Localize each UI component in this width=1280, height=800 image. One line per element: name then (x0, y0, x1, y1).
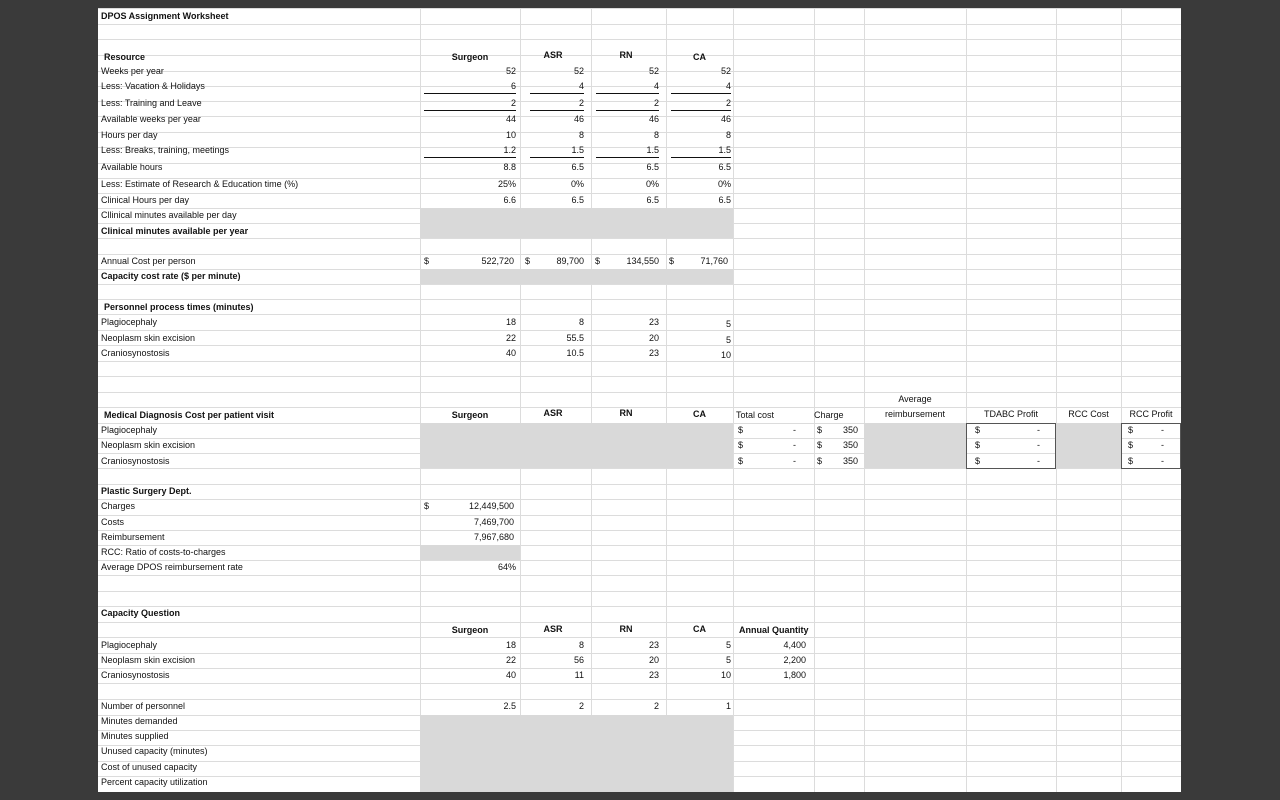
tdabc-profit-value[interactable]: - (1037, 440, 1040, 450)
capacity-result-label[interactable]: Percent capacity utilization (101, 777, 208, 787)
resource-value[interactable]: 46 (648, 114, 659, 124)
charge-currency: $ (817, 425, 823, 435)
capacity-cost-rate-label[interactable]: Capacity cost rate ($ per minute) (101, 271, 241, 281)
capacity-result-label[interactable]: Cost of unused capacity (101, 762, 198, 772)
costs-label[interactable]: Costs (101, 517, 125, 527)
rcc-profit-value[interactable]: - (1161, 440, 1164, 450)
resource-value[interactable]: 6.6 (503, 195, 516, 205)
tdabc-profit-header[interactable]: TDABC Profit (983, 409, 1038, 419)
grid-row-line (98, 683, 1181, 684)
resource-value[interactable]: 0% (570, 179, 584, 189)
process-time-value[interactable]: 55.5 (566, 333, 584, 343)
process-time-value[interactable]: 5 (725, 319, 731, 329)
process-row-label[interactable]: Craniosynostosis (101, 348, 170, 358)
annual-cost-asr[interactable]: 89,700 (556, 256, 584, 266)
capacity-results-shaded-cells[interactable] (420, 715, 733, 792)
cap-header-surgeon[interactable]: Surgeon (451, 625, 489, 635)
resource-value[interactable]: 8 (653, 130, 659, 140)
charge-value[interactable]: 350 (842, 425, 858, 435)
grid-row-line (98, 8, 1181, 9)
resource-row-label[interactable]: Less: Estimate of Research & Education time (%) (101, 179, 299, 189)
process-time-value[interactable]: 10 (720, 350, 731, 360)
personnel-ca[interactable]: 1 (725, 701, 731, 711)
process-time-value[interactable]: 23 (648, 348, 659, 358)
charge-header[interactable]: Charge (814, 410, 844, 420)
capacity-time-value[interactable]: 22 (505, 655, 516, 665)
resource-value[interactable]: 6.5 (718, 162, 731, 172)
resource-header[interactable]: Resource (104, 52, 146, 62)
process-times-header[interactable]: Personnel process times (minutes) (104, 302, 254, 312)
mc-header-rn[interactable]: RN (619, 408, 633, 418)
avg-reimbursement-shaded-cells[interactable] (864, 423, 966, 468)
total-cost-currency: $ (738, 456, 744, 466)
resource-value[interactable]: 1.5 (671, 143, 731, 158)
resource-row-label[interactable]: Less: Training and Leave (101, 98, 202, 108)
personnel-rn[interactable]: 2 (653, 701, 659, 711)
clinical-minutes-day-label[interactable]: Cllinical minutes available per day (101, 210, 237, 220)
resource-value[interactable]: 1.5 (596, 143, 659, 158)
rcc-cost-shaded-cells[interactable] (1056, 423, 1121, 468)
grid-row-line (98, 484, 1181, 485)
personnel-label[interactable]: Number of personnel (101, 701, 186, 711)
annual-quantity-value[interactable]: 1,800 (783, 670, 806, 680)
mc-header-asr[interactable]: ASR (543, 408, 563, 418)
process-time-value[interactable]: 22 (505, 333, 516, 343)
process-time-value[interactable]: 8 (578, 317, 584, 327)
resource-value[interactable]: 6.5 (718, 195, 731, 205)
total-cost-currency: $ (738, 425, 744, 435)
grid-row-line (98, 515, 1181, 516)
rcc-ratio-label[interactable]: RCC: Ratio of costs-to-charges (101, 547, 226, 557)
capacity-time-value[interactable]: 56 (573, 655, 584, 665)
process-time-value[interactable]: 18 (505, 317, 516, 327)
process-row-label[interactable]: Plagiocephaly (101, 317, 158, 327)
total-cost-header[interactable]: Total cost (736, 410, 775, 420)
tdabc-currency: $ (975, 456, 981, 466)
total-cost-value[interactable]: - (793, 456, 796, 466)
resource-value[interactable]: 6 (424, 79, 516, 94)
grid-row-line (98, 24, 1181, 25)
resource-value[interactable]: 8.8 (503, 162, 516, 172)
annual-quantity-value[interactable]: 2,200 (783, 655, 806, 665)
rcc-profit-currency: $ (1128, 440, 1134, 450)
clinical-minutes-shaded-cells[interactable] (420, 208, 733, 238)
rcc-profit-value[interactable]: - (1161, 456, 1164, 466)
rcc-profit-currency: $ (1128, 425, 1134, 435)
rcc-profit-value[interactable]: - (1161, 425, 1164, 435)
medical-cost-row-label[interactable]: Plagiocephaly (101, 425, 158, 435)
capacity-cost-rate-shaded-cells[interactable] (420, 269, 733, 284)
col-header-rn[interactable]: RN (619, 50, 633, 60)
costs-value[interactable]: 7,469,700 (473, 517, 514, 527)
avg-reimbursement-header-line2[interactable]: reimbursement (884, 409, 946, 419)
cap-header-ca[interactable]: CA (693, 624, 706, 634)
capacity-row-label[interactable]: Neoplasm skin excision (101, 655, 196, 665)
spreadsheet[interactable] (98, 8, 1181, 792)
capacity-time-value[interactable]: 18 (505, 640, 516, 650)
resource-value[interactable]: 4 (596, 79, 659, 94)
resource-row-label[interactable]: Less: Breaks, training, meetings (101, 145, 230, 155)
capacity-time-value[interactable]: 20 (648, 655, 659, 665)
avg-reimbursement-header-line1[interactable]: Average (898, 394, 932, 404)
total-cost-value[interactable]: - (793, 440, 796, 450)
medical-cost-shaded-cells[interactable] (420, 423, 733, 468)
avg-rate-value[interactable]: 64% (497, 562, 516, 572)
tdabc-currency: $ (975, 440, 981, 450)
grid-row-line (98, 238, 1181, 239)
currency-rn: $ (595, 256, 601, 266)
charges-currency: $ (424, 501, 430, 511)
capacity-row-label[interactable]: Plagiocephaly (101, 640, 158, 650)
capacity-result-label[interactable]: Unused capacity (minutes) (101, 746, 208, 756)
process-time-value[interactable]: 23 (648, 317, 659, 327)
process-time-value[interactable]: 5 (725, 335, 731, 345)
grid-row-line (98, 545, 1181, 546)
annual-quantity-value[interactable]: 4,400 (783, 640, 806, 650)
capacity-time-value[interactable]: 23 (648, 670, 659, 680)
resource-value[interactable]: 6.5 (571, 195, 584, 205)
total-cost-value[interactable]: - (793, 425, 796, 435)
resource-value[interactable]: 2 (671, 96, 731, 111)
resource-value[interactable]: 0% (717, 179, 731, 189)
mc-header-ca[interactable]: CA (693, 409, 706, 419)
resource-row-label[interactable]: Hours per day (101, 130, 158, 140)
capacity-row-label[interactable]: Craniosynostosis (101, 670, 170, 680)
currency-surgeon: $ (424, 256, 430, 266)
annual-cost-surgeon[interactable]: 522,720 (481, 256, 514, 266)
charge-value[interactable]: 350 (842, 456, 858, 466)
resource-value[interactable]: 52 (505, 66, 516, 76)
resource-value[interactable]: 46 (573, 114, 584, 124)
tdabc-profit-value[interactable]: - (1037, 456, 1040, 466)
grid-row-line (98, 376, 1181, 377)
resource-value[interactable]: 52 (720, 66, 731, 76)
total-cost-currency: $ (738, 440, 744, 450)
grid-column-line (1056, 8, 1057, 792)
resource-value[interactable]: 6.5 (646, 195, 659, 205)
tdabc-currency: $ (975, 425, 981, 435)
resource-value[interactable]: 2 (424, 96, 516, 111)
capacity-header[interactable]: Capacity Question (101, 608, 181, 618)
resource-row-label[interactable]: Weeks per year (101, 66, 164, 76)
grid-column-line (1121, 8, 1122, 792)
medical-cost-row-label[interactable]: Craniosynostosis (101, 456, 170, 466)
grid-column-line (814, 8, 815, 792)
grid-row-line (98, 361, 1181, 362)
sheet-title[interactable]: DPOS Assignment Worksheet (101, 11, 229, 21)
resource-value[interactable]: 52 (573, 66, 584, 76)
cap-header-asr[interactable]: ASR (543, 624, 563, 634)
capacity-time-value[interactable]: 5 (725, 655, 731, 665)
charges-value[interactable]: 12,449,500 (468, 501, 514, 511)
reimbursement-value[interactable]: 7,967,680 (473, 532, 514, 542)
capacity-time-value[interactable]: 5 (725, 640, 731, 650)
reimbursement-label[interactable]: Reimbursement (101, 532, 165, 542)
resource-value[interactable]: 10 (505, 130, 516, 140)
resource-row-label[interactable]: Available hours (101, 162, 163, 172)
resource-value[interactable]: 8 (725, 130, 731, 140)
rcc-profit-currency: $ (1128, 456, 1134, 466)
capacity-time-value[interactable]: 11 (574, 670, 584, 680)
tdabc-profit-value[interactable]: - (1037, 425, 1040, 435)
resource-value[interactable]: 4 (671, 79, 731, 94)
charge-value[interactable]: 350 (842, 440, 858, 450)
rcc-ratio-shaded-cell[interactable] (420, 545, 520, 560)
resource-row-label[interactable]: Less: Vacation & Holidays (101, 81, 205, 91)
capacity-time-value[interactable]: 23 (648, 640, 659, 650)
grid-row-line (98, 299, 1181, 300)
capacity-time-value[interactable]: 10 (720, 670, 731, 680)
grid-row-line (98, 606, 1181, 607)
grid-row-line (98, 560, 1181, 561)
resource-value[interactable]: 25% (497, 179, 516, 189)
resource-value[interactable]: 46 (720, 114, 731, 124)
personnel-surgeon[interactable]: 2.5 (503, 701, 516, 711)
col-header-surgeon[interactable]: Surgeon (451, 52, 489, 62)
process-time-value[interactable]: 40 (505, 348, 516, 358)
grid-column-line (966, 8, 967, 792)
resource-value[interactable]: 1.5 (530, 143, 584, 158)
grid-column-line (733, 8, 734, 792)
capacity-time-value[interactable]: 40 (505, 670, 516, 680)
annual-cost-label[interactable]: Annual Cost per person (101, 256, 196, 266)
charge-currency: $ (817, 456, 823, 466)
mc-header-surgeon[interactable]: Surgeon (451, 410, 489, 420)
rcc-cost-header[interactable]: RCC Cost (1068, 409, 1109, 419)
grid-row-line (98, 39, 1181, 40)
col-header-ca[interactable]: CA (693, 52, 706, 62)
clinical-minutes-year-label[interactable]: Clinical minutes available per year (101, 226, 249, 236)
avg-rate-label[interactable]: Average DPOS reimbursement rate (101, 562, 243, 572)
process-time-value[interactable]: 10.5 (566, 348, 584, 358)
resource-value[interactable]: 1.2 (424, 143, 516, 158)
process-row-label[interactable]: Neoplasm skin excision (101, 333, 196, 343)
resource-value[interactable]: 44 (505, 114, 516, 124)
medical-cost-row-label[interactable]: Neoplasm skin excision (101, 440, 196, 450)
resource-value[interactable]: 52 (648, 66, 659, 76)
cap-header-rn[interactable]: RN (619, 624, 633, 634)
annual-cost-rn[interactable]: 134,550 (626, 256, 659, 266)
resource-value[interactable]: 0% (645, 179, 659, 189)
resource-row-label[interactable]: Available weeks per year (101, 114, 201, 124)
grid-row-line (98, 591, 1181, 592)
resource-row-label[interactable]: Clinical Hours per day (101, 195, 190, 205)
currency-asr: $ (525, 256, 531, 266)
annual-qty-header[interactable]: Annual Quantity (739, 625, 809, 635)
charge-currency: $ (817, 440, 823, 450)
grid-row-line (98, 284, 1181, 285)
currency-ca: $ (669, 256, 675, 266)
resource-value[interactable]: 6.5 (646, 162, 659, 172)
charges-label[interactable]: Charges (101, 501, 136, 511)
col-header-asr[interactable]: ASR (543, 50, 563, 60)
resource-value[interactable]: 2 (530, 96, 584, 111)
resource-value[interactable]: 4 (530, 79, 584, 94)
resource-value[interactable]: 8 (578, 130, 584, 140)
grid-row-line (98, 530, 1181, 531)
capacity-time-value[interactable]: 8 (578, 640, 584, 650)
resource-value[interactable]: 6.5 (571, 162, 584, 172)
capacity-result-label[interactable]: Minutes demanded (101, 716, 178, 726)
medical-cost-header[interactable]: Medical Diagnosis Cost per patient visit (104, 410, 275, 420)
grid-row-line (98, 392, 1181, 393)
annual-cost-ca[interactable]: 71,760 (700, 256, 728, 266)
personnel-asr[interactable]: 2 (578, 701, 584, 711)
grid-row-line (98, 499, 1181, 500)
resource-value[interactable]: 2 (596, 96, 659, 111)
rcc-profit-header[interactable]: RCC Profit (1129, 409, 1173, 419)
grid-row-line (98, 575, 1181, 576)
process-time-value[interactable]: 20 (648, 333, 659, 343)
capacity-result-label[interactable]: Minutes supplied (101, 731, 169, 741)
dept-header[interactable]: Plastic Surgery Dept. (101, 486, 192, 496)
